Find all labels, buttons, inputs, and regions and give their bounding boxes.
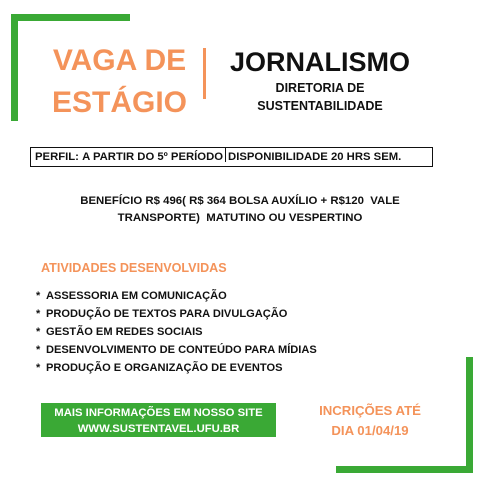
deadline-line2: DIA 01/04/19	[331, 423, 409, 438]
profile-availability: DISPONIBILIDADE 20 HRS SEM.	[228, 151, 402, 163]
activities-title: ATIVIDADES DESENVOLVIDAS	[41, 261, 227, 275]
activity-label: ASSESSORIA EM COMUNICAÇÃO	[46, 290, 227, 302]
list-item	[36, 341, 317, 359]
list-item	[36, 323, 317, 341]
list-item	[36, 359, 317, 377]
bullet-asterisk-icon: *	[36, 362, 41, 374]
bullet-asterisk-icon: *	[36, 326, 41, 338]
title-divider	[203, 48, 206, 99]
benefit-text	[40, 193, 440, 227]
corner-frame-top-left-vertical	[11, 14, 18, 121]
department-line2: SUSTENTABILIDADE	[257, 99, 383, 113]
corner-frame-bottom-right-horizontal	[336, 466, 473, 473]
vacancy-title-line1: VAGA DE	[52, 44, 187, 77]
activities-list	[36, 287, 317, 377]
benefit-line2: TRANSPORTE) MATUTINO OU VESPERTINO	[117, 212, 363, 224]
more-info-line: MAIS INFORMAÇÕES EM NOSSO SITE	[54, 407, 263, 419]
bullet-asterisk-icon: *	[36, 308, 41, 320]
bullet-asterisk-icon: *	[36, 290, 41, 302]
list-item	[36, 287, 317, 305]
activity-label: DESENVOLVIMENTO DE CONTEÚDO PARA MÍDIAS	[46, 344, 317, 356]
more-info-box	[41, 403, 276, 437]
activity-label: GESTÃO EM REDES SOCIAIS	[46, 326, 203, 338]
vacancy-title-line2: ESTÁGIO	[51, 86, 187, 119]
registration-deadline	[305, 401, 435, 441]
website-link[interactable]: WWW.SUSTENTAVEL.UFU.BR	[77, 423, 240, 435]
profile-period: A PARTIR DO 5º PERÍODO	[82, 151, 224, 163]
vacancy-title	[37, 40, 202, 124]
area-block	[215, 47, 425, 115]
list-item	[36, 305, 317, 323]
department-line1: DIRETORIA DE	[275, 81, 365, 95]
bullet-asterisk-icon: *	[36, 344, 41, 356]
profile-box	[30, 147, 433, 167]
activity-label: PRODUÇÃO E ORGANIZAÇÃO DE EVENTOS	[46, 362, 283, 374]
profile-label: PERFIL:	[35, 151, 79, 163]
area-title: JORNALISMO	[229, 47, 410, 77]
corner-frame-bottom-right-vertical	[466, 357, 473, 473]
benefit-line1: BENEFÍCIO R$ 496( R$ 364 BOLSA AUXÍLIO + R$120 VALE	[80, 195, 400, 207]
activity-label: PRODUÇÃO DE TEXTOS PARA DIVULGAÇÃO	[46, 308, 288, 320]
corner-frame-top-left-horizontal	[11, 14, 130, 21]
profile-separator	[225, 148, 226, 162]
deadline-line1: INCRIÇÕES ATÉ	[319, 403, 421, 418]
